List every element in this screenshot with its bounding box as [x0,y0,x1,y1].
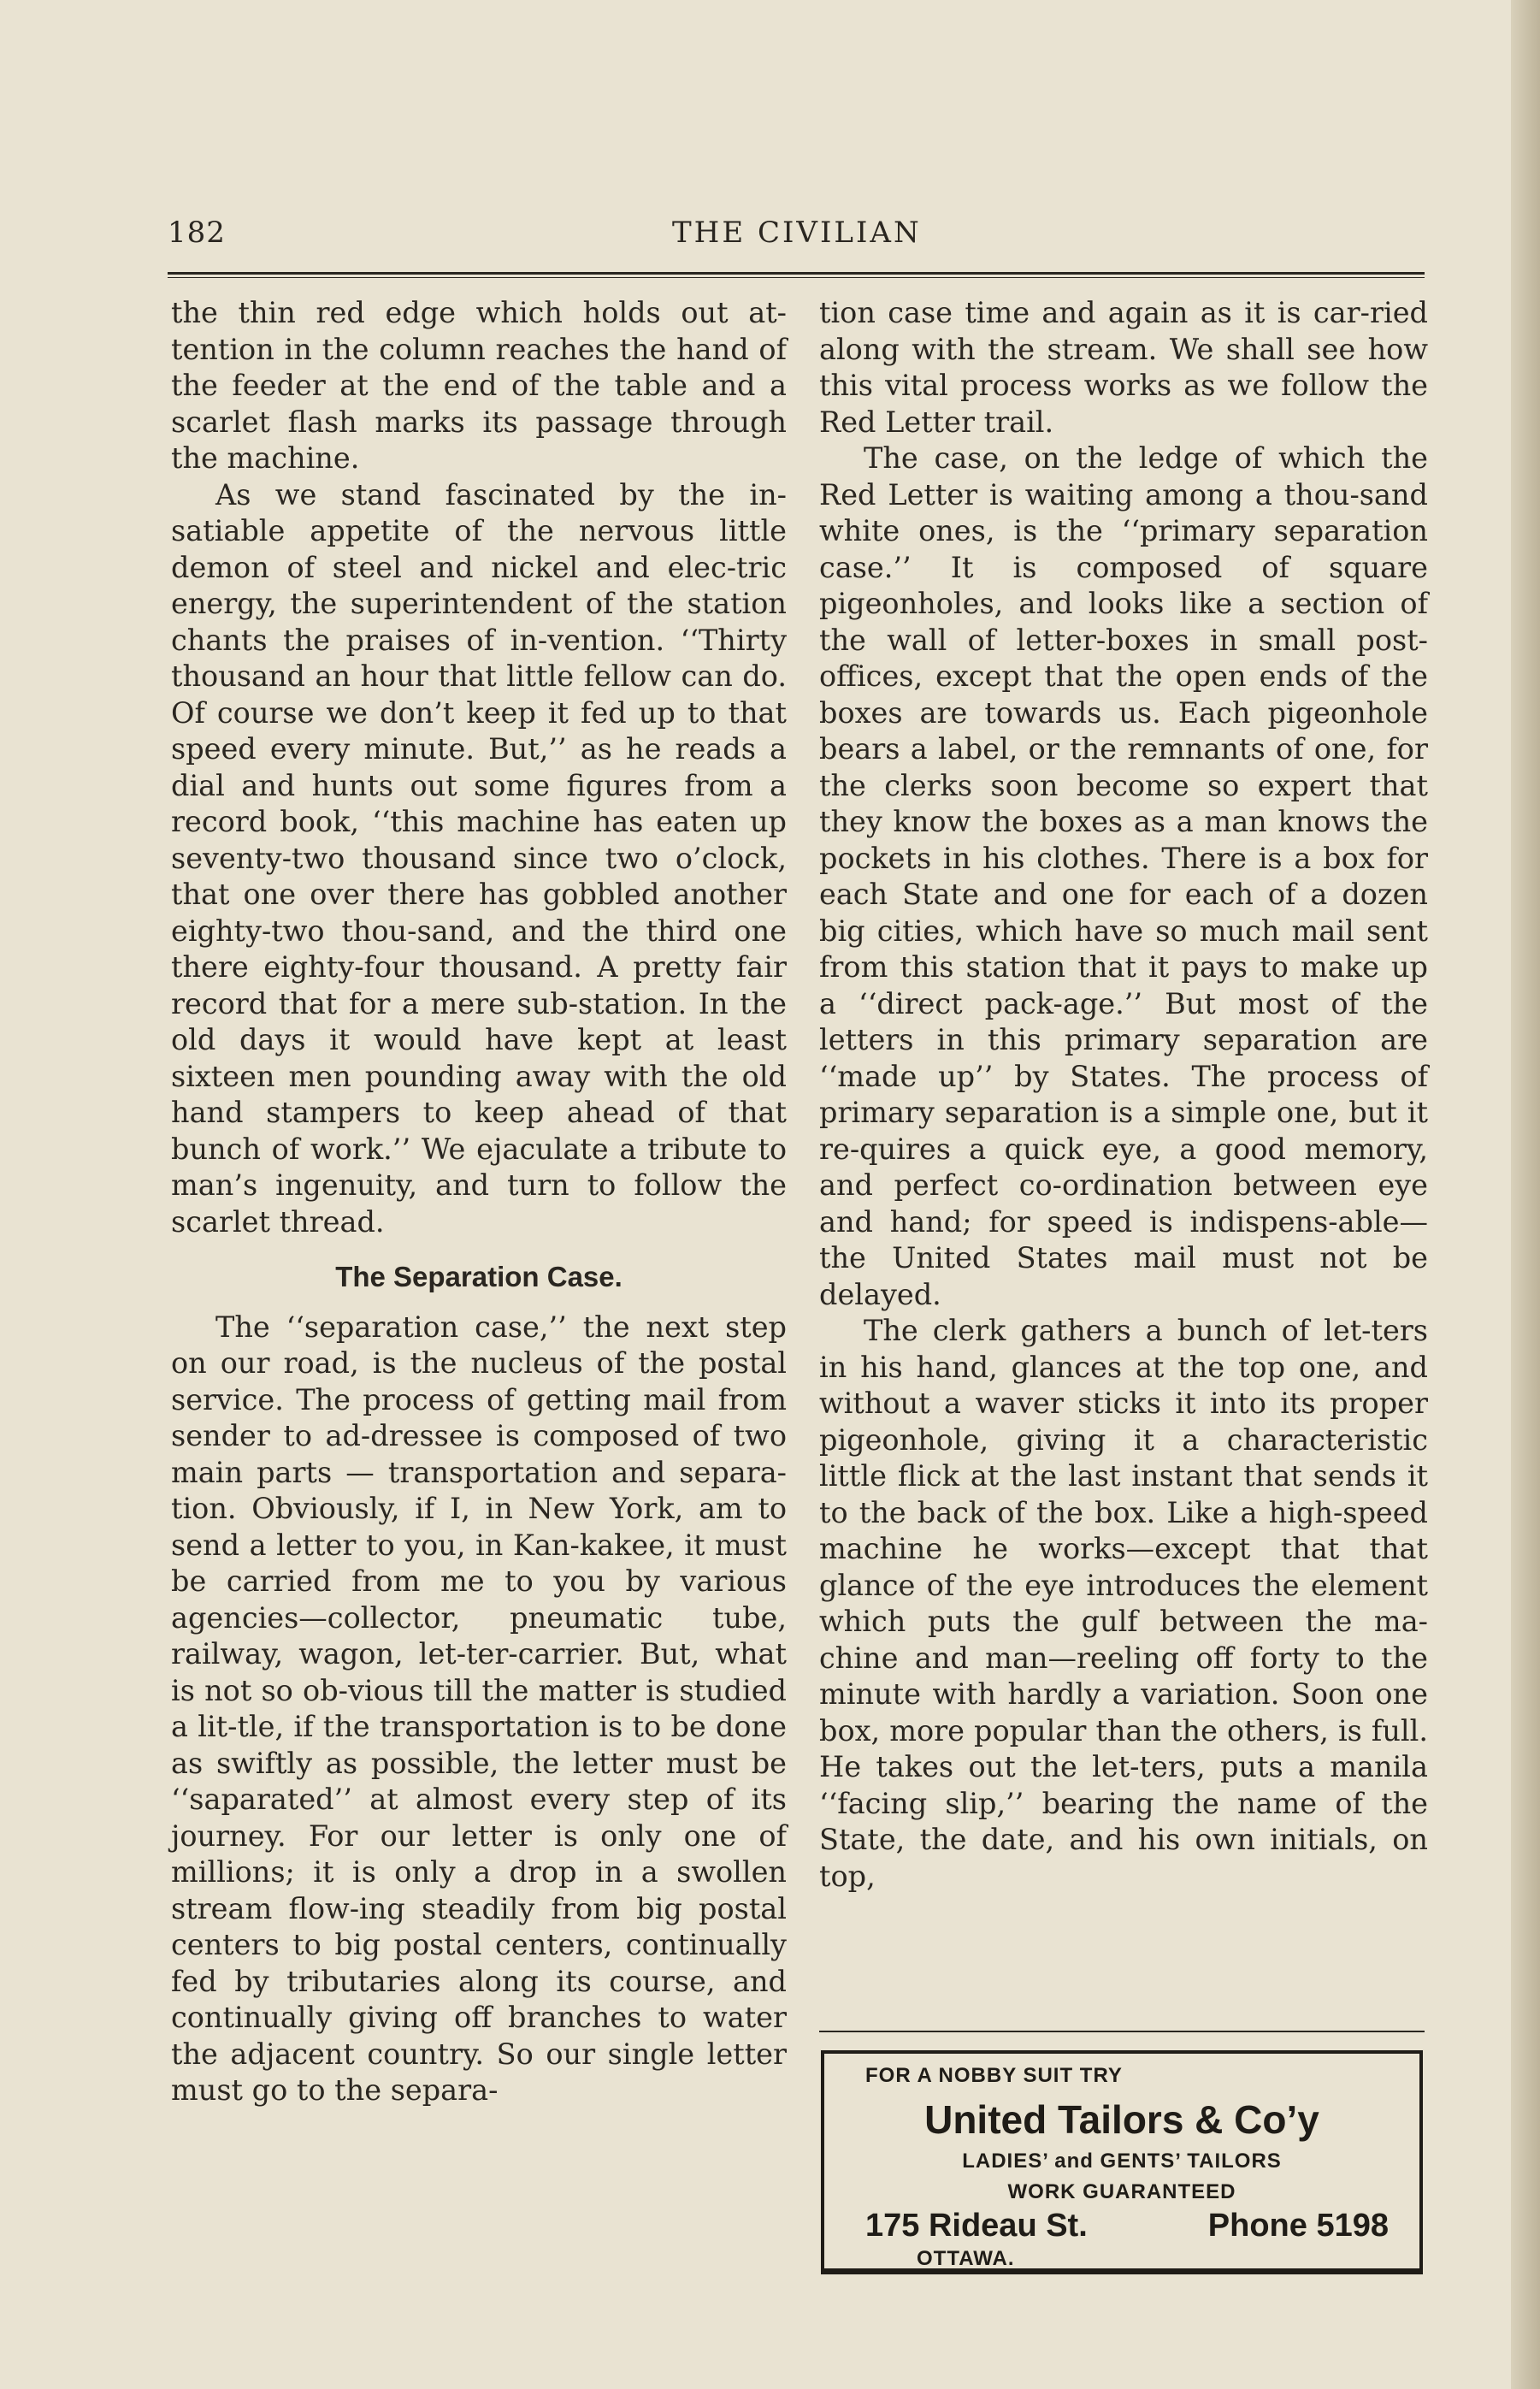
section-heading: The Separation Case. [335,1261,622,1292]
left-column [171,295,787,2109]
ad-guarantee-line: WORK GUARANTEED [1007,2180,1236,2203]
page-edge [1511,0,1540,2389]
ad-tagline: FOR A NOBBY SUIT TRY [865,2064,1123,2087]
ad-tailors-line: LADIES’ and GENTS’ TAILORS [962,2150,1282,2173]
page-header [168,216,1425,258]
ad-address: 175 Rideau St. [865,2208,1088,2244]
ad-phone: Phone 5198 [1207,2208,1389,2244]
advertisement-box [821,2050,1423,2274]
paragraph: The clerk gathers a bunch of let-ters in his hand, glances at the top one, and without a waver sticks it into its proper pigeonhole, giving it a characteristic little flick at the last instant that sends it to the back of the box. Like a high-speed machine he works—except that that glance of the eye introduces the element which puts the gulf between the ma-chine and man—reeling off forty to the minute with hardly a variation. Soon one box, more popular than the others, is full. He takes out the let-ters, puts a manila ‘‘facing slip,’’ bearing the name of the State, the date, and his own initials, on top, [819,1314,1428,1893]
paragraph: The case, on the ledge of which the Red Letter is waiting among a thou-sand white ones, is the ‘‘primary separation case.’’ It is composed of square pigeonholes, and looks like a section of the wall of letter-boxes in small post-offices, except that the open ends of the boxes are towards us. Each pigeonhole bears a label, or the remnants of one, for the clerks soon become so expert that they know the boxes as a man knows the pockets in his clothes. There is a box for each State and one for each of a dozen big cities, which have so much mail sent from this station that it pays to make up a ‘‘direct pack-age.’’ But most of the letters in this primary separation are ‘‘made up’’ by States. The process of primary separation is a simple one, but it re-quires a quick eye, a good memory, and perfect co-ordination between eye and hand; for speed is indispens-able—the United States mail must not be delayed. [819,441,1428,1311]
page-number: 182 [168,216,226,250]
paragraph: the thin red edge which holds out at-tention in the column reaches the hand of the feeder at the end of the table and a scarlet flash marks its passage through the machine. [171,296,787,475]
header-rule [168,272,1425,278]
paragraph: tion case time and again as it is car-ried along with the stream. We shall see how this vital process works as we follow the Red Letter trail. [819,296,1428,439]
running-title: THE CIVILIAN [672,216,922,250]
column-rule [819,2031,1425,2032]
paragraph: The ‘‘separation case,’’ the next step on our road, is the nucleus of the postal service. The process of getting mail from sender to ad-dressee is composed of two main parts — transportation and separa-tion. Obviously, if I, in New York, am to send a letter to you, in Kan-kakee, it must be carried from me to you by various agencies—collector, pneumatic tube, railway, wagon, let-ter-carrier. But, what is not so ob-vious till the matter is studied a lit-tle, if the transportation is to be done as swiftly as possible, the letter must be ‘‘saparated’’ at almost every step of its journey. For our letter is only one of millions; it is only a drop in a swollen stream flow-ing steadily from big postal centers to big postal centers, continually fed by tributaries along its course, and continually giving off branches to water the adjacent country. So our single letter must go to the separa- [171,1310,787,2107]
paragraph: As we stand fascinated by the in-satiable appetite of the nervous little demon of steel and nickel and elec-tric energy, the superintendent of the station chants the praises of in-vention. ‘‘Thirty thousand an hour that little fellow can do. Of course we don’t keep it fed up to that speed every minute. But,’’ as he reads a dial and hunts out some figures from a record book, ‘‘this machine has eaten up seventy-two thousand since two o’clock, that one over there has gobbled another eighty-two thou-sand, and the third one there eighty-four thousand. A pretty fair record that for a mere sub-station. In the old days it would have kept at least sixteen men pounding away with the old hand stampers to keep ahead of that bunch of work.’’ We ejaculate a tribute to man’s ingenuity, and turn to follow the scarlet thread. [171,477,787,1239]
ad-city: OTTAWA. [917,2247,1015,2270]
right-column [819,295,1428,1895]
ad-company-name: United Tailors & Co’y [924,2097,1319,2142]
